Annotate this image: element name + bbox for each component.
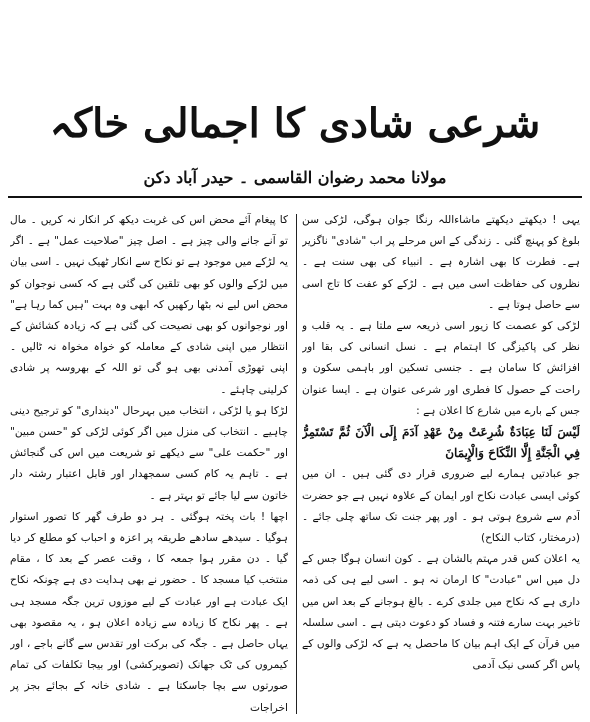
right-column <box>302 210 580 718</box>
article-title: شرعی شادی کا اجمالی خاکہ <box>49 100 541 147</box>
paragraph: لڑکا ہو یا لڑکی ، انتخاب میں بہرحال "دینداری" کو ترجیح دینی چاہیے ۔ انتخاب کی منزل میں اگر کوئی لڑکی کو "حسن مبین" اور "حکمت علی" سے دیکھے تو شریعت میں اس کی گنجائش ہے ۔ تاہم یہ کام کسی سمجھدار اور قابل اعتبار رشتہ دار خاتون سے لیا جائے تو بہتر ہے ۔ <box>10 404 288 502</box>
header-rule <box>8 196 582 198</box>
paragraph: اچھا ! بات پختہ ہوگئی ۔ ہر دو طرف گھر کا تصور استوار ہوگیا ۔ سیدھے سادھے طریقہ پر اعزہ و احباب کو مطلع کر دیا گیا ۔ دن مقرر ہوا جمعہ کا ، وقت عصر کے بعد کا ، مقام منتخب کیا مسجد کا ۔ حضور نے بھی ہدایت دی ہے چونکہ نکاح ایک عبادت ہے اور عبادت کے لیے موزوں ترین جگہ مسجد ہی ہے ۔ پھر نکاح کا زیادہ سے زیادہ اعلان ہو ، یہ مقصود بھی یہاں حاصل ہے ۔ جگہ کی برکت اور تقدس سے گانے باجے ، اور کیمروں کی ٹک جھانک (تصویرکشی) اور بیجا تکلفات کی تمام صورتوں سے بچا جاسکتا ہے ۔ شادی خانہ کے بجائے بجز پر اخراجات <box>10 510 288 714</box>
author-byline: مولانا محمد رضوان القاسمی ۔ حیدر آباد دکن <box>143 168 447 187</box>
paragraph: کا پیغام آئے محض اس کی غربت دیکھ کر انکار نہ کریں ۔ مال تو آنے جانے والی چیز ہے ۔ اصل چیز "صلاحیت عمل" ہے ۔ اگر یہ لڑکے میں موجود ہے تو نکاح سے انکار ٹھیک نہیں ۔ اسی بیان میں لڑکے والوں کو بھی تلقین کی گئی ہے کہ کسی نوجوان کو محض اس لیے نہ بٹھا رکھیں کہ ابھی وہ بہت "ہیں کما رہا ہے" اور نوجوانوں کو بھی نصیحت کی گئی ہے کہ زیادہ کشائش کے انتظار میں اپنی شادی کے معاملہ کو خواہ مخواہ نہ ٹالیں ۔ اپنی تھوڑی آمدنی بھی ہو گی تو اللہ کے بھروسہ پر شادی کرلینی چاہئے ۔ <box>10 214 288 396</box>
arabic-quote: لَيْسَ لَنَا عِبَادَةٌ شُرِعَتْ مِنْ عَهْدِ آدَمَ إِلَى الْآنَ ثُمَّ تَسْتَمِرُّ فِي الْجَنَّةِ إِلَّا النِّكَاحَ وَالْإِيمَانَ <box>302 425 580 461</box>
paragraph: لڑکی کو عصمت کا زیور اسی ذریعہ سے ملتا ہے ۔ یہ قلب و نظر کی پاکیزگی کا اہتمام ہے ۔ نسل انسانی کی بقا اور افزائش کا سامان ہے ۔ جنسی تسکین اور باہمی سکون و راحت کے حصول کا فطری اور شرعی عنوان ہے ۔ ایسا عنوان جس کے بارے میں شارع کا اعلان ہے : <box>302 320 580 417</box>
paragraph: یہ اعلان کس قدر مہتم بالشان ہے ۔ کون انسان ہوگا جس کے دل میں اس "عبادت" کا ارمان نہ ہو ۔ اسی لیے ہی کی ذمہ داری ہے کہ نکاح میں جلدی کرے ۔ بالغ ہوجانے کے بعد اس میں تاخیر بہت سارے فتنہ و فساد کو دعوت دیتی ہے ۔ اسی سلسلہ میں قرآن کے ایک اہم بیان کا ماحصل یہ ہے کہ لڑکی والوں کے پاس اگر کسی نیک آدمی <box>302 553 580 672</box>
column-divider <box>296 214 297 714</box>
left-column <box>10 210 288 718</box>
paragraph: یہی ! دیکھتے دیکھتے ماشاءاللہ رنگا جوان ہوگی، لڑکی سن بلوغ کو پہنچ گئی ۔ زندگی کے اس مرحلے پر اب "شادی" ناگزیر ہے۔ فطرت کا بھی اشارہ ہے ۔ انبیاء کی بھی سنت ہے ۔ نظروں کی حفاظت اسی میں ہے ۔ لڑکے کو عفت کا تاج اسی سے حاصل ہوتا ہے ۔ <box>302 214 580 311</box>
paragraph: جو عبادتیں ہمارے لیے ضروری قرار دی گئی ہیں ۔ ان میں کوئی ایسی عبادت نکاح اور ایمان کے علاوہ نہیں ہے جو حضرت آدم سے شروع ہوتی ہو ۔ اور پھر جنت تک ساتھ چلی جائے ۔ (درمختار، کتاب النکاح) <box>302 468 580 545</box>
